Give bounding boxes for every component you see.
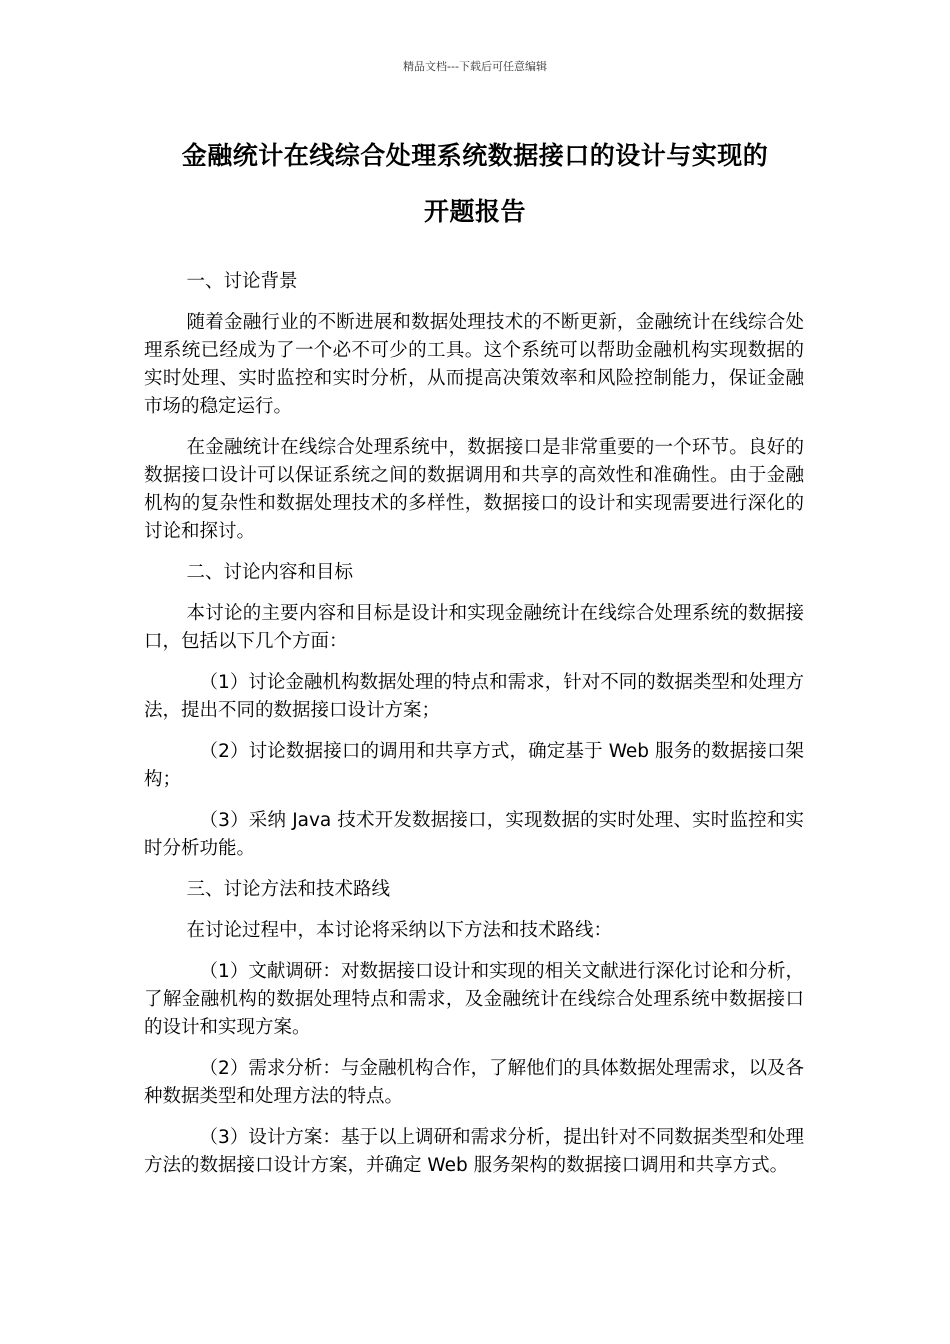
header-note: 精品文档---下载后可任意编辑	[403, 60, 547, 73]
document-title-line-1: 金融统计在线综合处理系统数据接口的设计与实现的	[181, 141, 769, 170]
document-body	[144, 268, 804, 1193]
paragraph-methods-intro: 在讨论过程中，本讨论将采纳以下方法和技术路线：	[186, 920, 613, 941]
paragraph-background-1: 随着金融行业的不断进展和数据处理技术的不断更新，金融统计在线综合处理系统已经成为了一个必不可少的工具。这个系统可以帮助金融机构实现数据的实时处理、实时监控和实时分析，从而提高决策效率和风险控制能力，保证金融市场的稳定运行。	[144, 312, 804, 417]
paragraph-content-intro: 本讨论的主要内容和目标是设计和实现金融统计在线综合处理系统的数据接口，包括以下几个方面：	[144, 603, 804, 652]
paragraph-background-2: 在金融统计在线综合处理系统中，数据接口是非常重要的一个环节。良好的数据接口设计可以保证系统之间的数据调用和共享的高效性和准确性。由于金融机构的复杂性和数据处理技术的多样性，数据接口的设计和实现需要进行深化的讨论和探讨。	[144, 437, 804, 542]
section-heading-background: 一、讨论背景	[186, 271, 298, 292]
list-item-methods-1: （1）文献调研：对数据接口设计和实现的相关文献进行深化讨论和分析，了解金融机构的数据处理特点和需求，及金融统计在线综合处理系统中数据接口的设计和实现方案。	[144, 961, 804, 1038]
section-heading-content-goals: 二、讨论内容和目标	[186, 562, 354, 583]
list-item-methods-3: （3）设计方案：基于以上调研和需求分析，提出针对不同数据类型和处理方法的数据接口设计方案，并确定 Web 服务架构的数据接口调用和共享方式。	[144, 1127, 804, 1176]
list-item-methods-2: （2）需求分析：与金融机构合作，了解他们的具体数据处理需求，以及各种数据类型和处理方法的特点。	[144, 1058, 804, 1107]
section-heading-methods: 三、讨论方法和技术路线	[186, 879, 391, 900]
list-item-content-2: （2）讨论数据接口的调用和共享方式，确定基于 Web 服务的数据接口架构；	[144, 741, 804, 790]
list-item-content-3: （3）采纳 Java 技术开发数据接口，实现数据的实时处理、实时监控和实时分析功能。	[144, 810, 804, 859]
list-item-content-1: （1）讨论金融机构数据处理的特点和需求，针对不同的数据类型和处理方法，提出不同的数据接口设计方案；	[144, 672, 804, 721]
document-title-line-2: 开题报告	[423, 197, 526, 226]
